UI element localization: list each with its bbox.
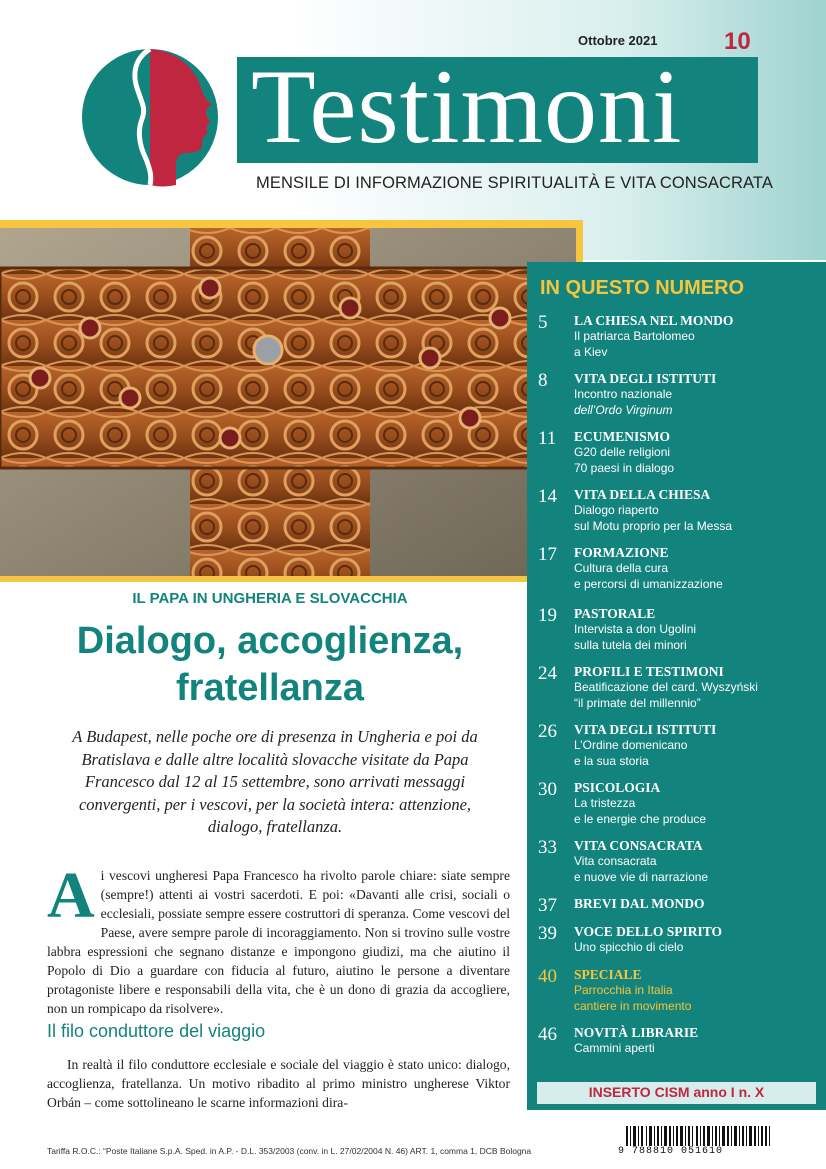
toc-page: 39 <box>538 923 557 944</box>
toc-description: Il patriarca Bartolomeo a Kiev <box>574 329 695 359</box>
article-kicker: IL PAPA IN UNGHERIA E SLOVACCHIA <box>132 590 408 607</box>
issue-date: Ottobre 2021 <box>578 33 658 48</box>
toc-description: Uno spicchio di cielo <box>574 940 684 954</box>
toc-description: Dialogo riaperto sul Motu proprio per la Messa <box>574 503 733 533</box>
toc-description: Beatificazione del card. Wyszyński “il primate del millennio” <box>574 680 758 710</box>
faces-logo-icon <box>80 47 220 187</box>
insert-label: INSERTO CISM anno I n. X <box>588 1084 765 1100</box>
barcode-number: 9 788810 051610 <box>618 1146 784 1157</box>
toc-section: VITA CONSACRATA <box>574 838 703 853</box>
toc-section: FORMAZIONE <box>574 545 669 560</box>
toc-description: Incontro nazionale dell’Ordo Virginum <box>574 387 673 417</box>
toc-section: ECUMENISMO <box>574 429 671 444</box>
toc-page: 11 <box>538 428 557 449</box>
magazine-subtitle: MENSILE DI INFORMAZIONE SPIRITUALITÀ E VITA CONSACRATA <box>256 174 773 192</box>
postal-footer: Tariffa R.O.C.: “Poste Italiane S.p.A. Sped. in A.P. - D.L. 353/2003 (conv. in L. 27/02/2004 N. 46) ART. 1, comma 1, DCB Bologna <box>47 1146 532 1156</box>
toc-page: 46 <box>538 1024 557 1045</box>
toc-section: BREVI DAL MONDO <box>574 896 705 911</box>
toc-page: 40 <box>538 966 557 987</box>
toc-page: 37 <box>538 895 557 916</box>
toc-description: Vita consacrata e nuove vie di narrazione <box>574 854 709 884</box>
toc-section: SPECIALE <box>574 967 642 982</box>
toc-page: 14 <box>538 486 557 507</box>
toc-description: L’Ordine domenicano e la sua storia <box>574 738 688 768</box>
toc-title: IN QUESTO NUMERO <box>540 277 745 299</box>
article-body-continued: In realtà il filo conduttore ecclesiale e sociale del viaggio è stato unico: dialogo, accoglienza, fratellanza. Un motivo ribadito al primo ministro ungherese Viktor Orbán – come sottolineano le scarne informazioni dira- <box>47 1057 510 1110</box>
toc-section: VOCE DELLO SPIRITO <box>574 924 723 939</box>
toc-section: VITA DELLA CHIESA <box>574 487 711 502</box>
article-body <box>47 859 510 1018</box>
table-of-contents <box>527 262 826 1110</box>
article-lead: A Budapest, nelle poche ore di presenza in Ungheria e poi da Bratislava e dalle altre località slovacche visitate da Papa Francesco dal 12 al 15 settembre, sono arrivati messaggi convergenti, per i vescovi, per la società intera: attenzione, dialogo, fratellanza. <box>72 727 478 836</box>
toc-page: 8 <box>538 370 548 391</box>
toc-section: PASTORALE <box>574 606 656 621</box>
toc-description: Intervista a don Ugolini sulla tutela dei minori <box>574 622 697 652</box>
headline-line-2: fratellanza <box>176 667 364 709</box>
article-body-text: i vescovi ungheresi Papa Francesco ha rivolto parole chiare: siate sempre (sempre!) attenti ai vostri sacerdoti. E poi: «Davanti alle crisi, sociali o ecclesiali, possiate sempre essere costruttori di speranza. Come vescovi del Paese, avere sempre parole di incoraggiamento. Non si trovino sulle vostre labbra espressioni che segnano distanze e impongono giudizi, ma che aiutino il Popolo di Dio a guardare con fiducia al futuro, aiutino le persone a diventare protagoniste libere e responsabili della vita, che è un dono di grazia da accogliere, non un rompicapo da risolvere». <box>47 868 510 1016</box>
toc-page: 24 <box>538 663 557 684</box>
section-title: Il filo conduttore del viaggio <box>47 1021 266 1041</box>
toc-section: VITA DEGLI ISTITUTI <box>574 371 717 386</box>
toc-page: 33 <box>538 837 557 858</box>
drop-cap: A <box>47 859 95 932</box>
cover-photo-carved-cross <box>0 228 576 576</box>
toc-description: Cultura della cura e percorsi di umanizzazione <box>574 561 723 591</box>
article-headline <box>0 618 540 712</box>
toc-section: PROFILI E TESTIMONI <box>574 664 724 679</box>
issue-number: 10 <box>724 28 751 55</box>
toc-page: 5 <box>538 312 548 333</box>
toc-section: PSICOLOGIA <box>574 780 661 795</box>
toc-description: G20 delle religioni 70 paesi in dialogo <box>574 445 675 475</box>
magazine-title: Testimoni <box>251 57 683 163</box>
insert-banner <box>537 1082 816 1104</box>
toc-description: Cammini aperti <box>574 1041 655 1055</box>
toc-section: LA CHIESA NEL MONDO <box>574 313 734 328</box>
toc-section: NOVITÀ LIBRARIE <box>574 1025 699 1040</box>
toc-description: Parrocchia in Italia cantiere in movimento <box>574 983 692 1013</box>
toc-section: VITA DEGLI ISTITUTI <box>574 722 717 737</box>
toc-description: La tristezza e le energie che produce <box>574 796 707 826</box>
toc-page: 19 <box>538 605 557 626</box>
toc-page: 17 <box>538 544 557 565</box>
masthead <box>237 57 758 163</box>
toc-page: 30 <box>538 779 557 800</box>
headline-line-1: Dialogo, accoglienza, <box>76 620 464 662</box>
toc-page: 26 <box>538 721 557 742</box>
